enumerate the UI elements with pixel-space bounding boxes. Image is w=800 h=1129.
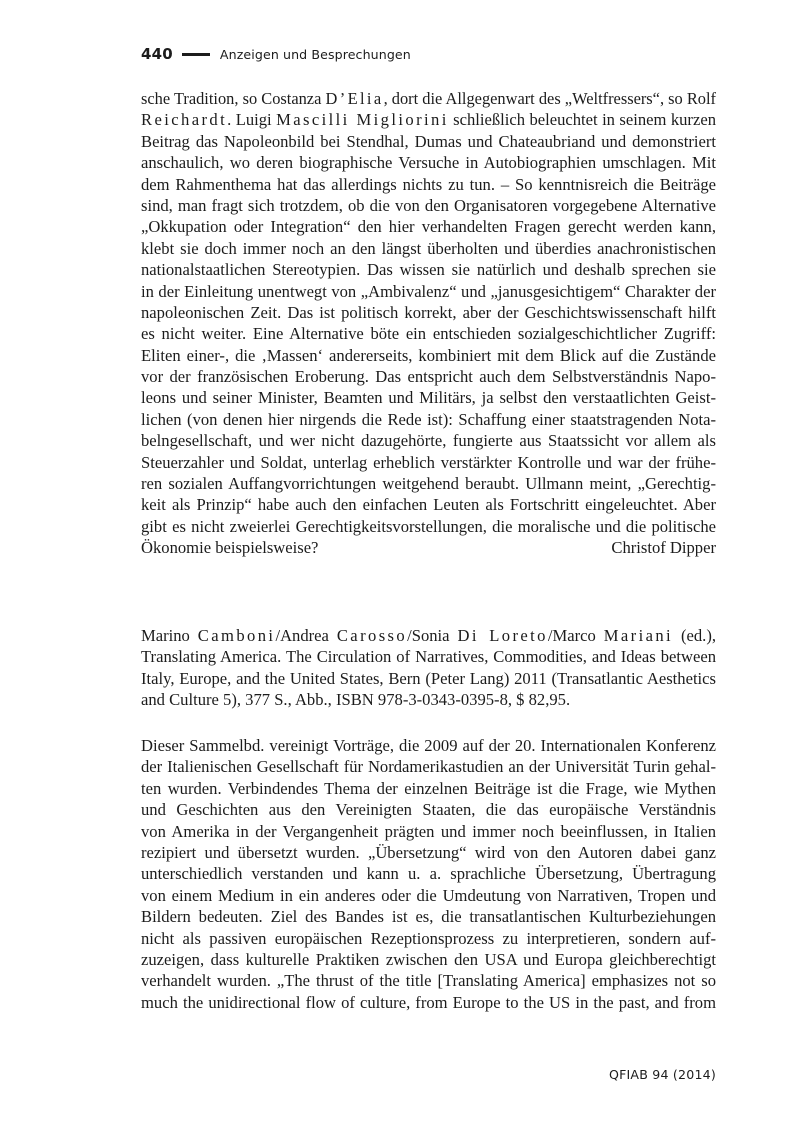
text-line: vor der französischen Eroberung. Das entspricht auch dem Selbstverständnis Napo- [141,367,716,387]
text-line: ren sozialen Auffangvorrichtungen weitgehend beraubt. Ullmann meint, „Gerechtig- [141,474,716,494]
text-line: Beitrag das Napoleonbild bei Stendhal, Dumas und Chateaubriand und demonstriert [141,131,716,151]
text-line: Dieser Sammelbd. vereinigt Vorträge, die 2009 auf der 20. Internationalen Konferenz [141,736,716,755]
reviewer-signature: Christof Dipper [611,538,716,558]
text-line: Bildern bedeuten. Ziel des Bandes ist es, die transatlantischen Kulturbeziehungen [141,907,716,927]
author-name: Mascilli Migliorini [276,110,449,130]
header-rule [182,53,210,56]
review-body [141,735,716,1013]
text-line: ten wurden. Verbindendes Thema der einzelnen Beiträge ist die Frage, wie Mythen [141,778,716,798]
text-line: keit als Prinzip“ habe auch den einfachen Leuten als Fortschritt eingeleuchtet. Aber [141,495,716,515]
review-continuation [141,88,716,559]
text-line: Eliten einer-, die ‚Massen‘ andererseits, kombiniert mit dem Blick auf die Zustände [141,345,716,365]
text-line: much the unidirectional flow of culture, from Europe to the US in the past, and from [141,992,716,1012]
page-header [141,42,721,66]
text-line: und Geschichten aus den Vereinigten Staaten, die das europäische Verständnis [141,800,716,820]
editor-name: Mariani [603,626,674,645]
text-line: nicht als passiven europäischen Rezeptionsprozess zu interpretieren, sondern auf- [141,928,716,948]
text-line: sind, man fragt sich trotzdem, ob die von den Organisatoren vorgegebene Alternative [141,195,716,215]
text-line: von Amerika in der Vergangenheit prägten und immer noch beeinflussen, in Italien [141,821,716,841]
page-number: 440 [141,45,173,63]
text-line: gibt es nicht zweierlei Gerechtigkeitsvorstellungen, die moralische und die politische [141,516,716,536]
editor-name: Di Loreto [457,626,548,645]
text-line: verhandelt wurden. „The thrust of the title [Translating America] emphasizes not so [141,971,716,991]
text-line: belngesellschaft, und wer nicht dazugehörte, fungierte aus Staatssicht vor allem als [141,431,716,451]
editor-name: Carosso [336,626,408,645]
text-line: leons und seiner Minister, Beamten und Militärs, ja selbst den verstaatlichten Geist- [141,388,716,408]
text-line: Reichardt. Luigi Mascilli Migliorini schließlich beleuchtet in seinem kurzen [141,110,716,130]
author-name: Reichardt [141,110,228,130]
text-line: zuzeigen, dass kulturelle Praktiken zwischen den USA und Europa gleichberechtigt [141,949,716,969]
editor-name: Camboni [197,626,276,645]
text-line: Steuerzahler und Soldat, unterlag erheblich verstärkter Kontrolle und war der frühe- [141,452,716,472]
text-line: nationalstaatlichen Stereotypien. Das wissen sie natürlich und deshalb sprechen sie [141,260,716,280]
text-line: dem Rahmenthema hat das allerdings nichts zu tun. – So kenntnisreich die Beiträge [141,174,716,194]
text-line: rezipiert und übersetzt wurden. „Übersetzung“ wird von den Autoren dabei ganz [141,842,716,862]
author-name: D’Elia [325,89,384,108]
text-line: Ökonomie beispielsweise? Christof Dipper [141,538,716,558]
text-line: in der Einleitung unentwegt von „Ambivalenz“ und „janusgesichtigem“ Charakter der [141,281,716,301]
text-line: anschaulich, wo deren biographische Versuche in Autobiographien umschlagen. Mit [141,153,716,173]
text-line: napoleonischen Zeit. Das ist politisch korrekt, aber der Geschichtswissenschaft hilft [141,302,716,322]
citation-line: Translating America. The Circulation of Narratives, Commodities, and Ideas between [141,647,716,667]
citation-line: Italy, Europe, and the United States, Bern (Peter Lang) 2011 (Transatlantic Aesthetics [141,668,716,688]
text-line: klebt sie doch immer noch an den längst überholten und überdies anachronistischen [141,238,716,258]
bibliographic-citation [141,625,716,711]
citation-line: Marino Camboni/Andrea Carosso/Sonia Di Loreto/Marco Mariani (ed.), [141,626,716,645]
journal-footer: QFIAB 94 (2014) [608,1067,716,1082]
running-head: Anzeigen und Besprechungen [219,46,411,62]
text-line: es nicht weiter. Eine Alternative böte ein entschieden sozialgeschichtlicher Zugriff: [141,324,716,344]
text-line: unterschiedlich verstanden und kann u. a. sprachliche Übersetzung, Übertragung [141,864,716,884]
text-line: sche Tradition, so Costanza D’Elia, dort die Allgegenwart des „Weltfressers“, so Rolf [141,89,716,108]
text-line: lichen (von denen hier nirgends die Rede ist): Schaffung einer staatstragenden Nota- [141,409,716,429]
text-line: von einem Medium in ein anderes oder die Umdeutung von Narrativen, Tropen und [141,885,716,905]
text-line: der Italienischen Gesellschaft für Nordamerikastudien an der Universität Turin gehal- [141,757,716,777]
citation-line: and Culture 5), 377 S., Abb., ISBN 978-3-0343-0395-8, $ 82,95. [141,690,571,710]
text-line: „Okkupation oder Integration“ den hier verhandelten Fragen gerecht werden kann, [141,217,716,237]
